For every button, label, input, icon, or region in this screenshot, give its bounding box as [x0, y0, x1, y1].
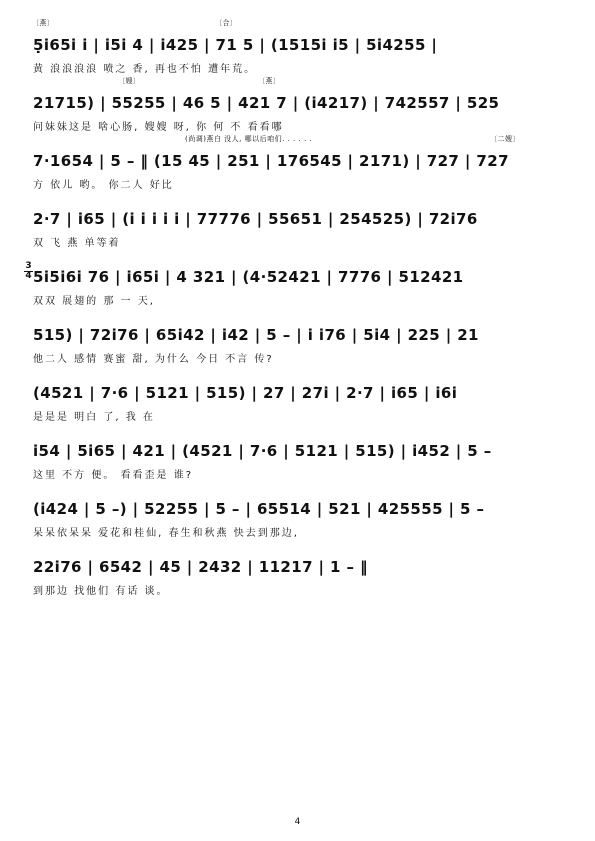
- notation-line: 5̣i65i i | i5i 4 | i425 | 71 5 | (1515i i5 | 5i4255 |: [33, 36, 438, 54]
- time-signature-numerator: 3: [25, 261, 32, 271]
- lyrics-line: 双 飞 燕 单等着: [33, 238, 121, 249]
- lyrics-line: 他二人 感情 赛蜜 甜, 为什么 今日 不言 传?: [33, 354, 274, 365]
- system-10: [0, 540, 595, 596]
- notation-line: 7·1654 | 5 – ‖ (15 45 | 251 | 176545 | 2171) | 727 | 727: [33, 152, 509, 170]
- system-5: [0, 250, 595, 306]
- system-6: [0, 308, 595, 364]
- role-label: 〔合〕: [215, 19, 238, 27]
- system-7: [0, 366, 595, 422]
- lyrics-line: 这里 不方 便。 看看歪是 谁?: [33, 470, 194, 481]
- system-8: [0, 424, 595, 480]
- notation-line: (i424 | 5 –) | 52255 | 5 – | 65514 | 521 | 425555 | 5 –: [33, 500, 485, 518]
- lyrics-line: 黄 浪浪浪浪 喷之 香, 再也不怕 遭年荒。: [33, 64, 257, 75]
- notation-line: (4521 | 7·6 | 5121 | 515) | 27 | 27i | 2·7 | i65 | i6i: [33, 384, 458, 402]
- notation-line: 21715) | 55255 | 46 5 | 421 7 | (i4217) | 742557 | 525: [33, 94, 500, 112]
- lyrics-line: 到那边 找他们 有话 谈。: [33, 586, 169, 597]
- role-label: 〔嫂〕: [118, 77, 141, 85]
- role-label: 〔二嫂〕: [490, 135, 520, 143]
- role-label: (尚调)燕白 没人, 哪以后咱们. . . . . .: [185, 135, 313, 143]
- time-signature-denominator: 4: [25, 271, 32, 281]
- lyrics-line: 方 依儿 哟。 你二人 好比: [33, 180, 174, 191]
- lyrics-line: 问妹妹这是 啥心肠, 嫂嫂 呀, 你 何 不 看看哪: [33, 122, 284, 133]
- system-9: [0, 482, 595, 538]
- role-label: 〔燕〕: [32, 19, 55, 27]
- notation-line: i54 | 5i65 | 421 | (4521 | 7·6 | 5121 | 515) | i452 | 5 –: [33, 442, 492, 460]
- notation-line: 22i76 | 6542 | 45 | 2432 | 11217 | 1 – ‖: [33, 558, 368, 576]
- notation-line: 515) | 72i76 | 65i42 | i42 | 5 – | i i76 | 5i4 | 225 | 21: [33, 326, 479, 344]
- lyrics-line: 呆呆依呆呆 爱花和桂仙, 春生和秋燕 快去到那边,: [33, 528, 299, 539]
- notation-line: 2·7 | i65 | (i i i i i | 77776 | 55651 | 254525) | 72i76: [33, 210, 478, 228]
- system-3: [0, 134, 595, 190]
- notation-line: 5i5i6i 76 | i65i | 4 321 | (4·52421 | 7776 | 512421: [33, 268, 464, 286]
- system-4: [0, 192, 595, 248]
- page-number: 4: [294, 817, 301, 827]
- system-1: [0, 18, 595, 74]
- lyrics-line: 是是是 明白 了, 我 在: [33, 412, 155, 423]
- lyrics-line: 双双 展翅的 那 一 天,: [33, 296, 155, 307]
- role-label: 〔燕〕: [258, 77, 281, 85]
- system-2: [0, 76, 595, 132]
